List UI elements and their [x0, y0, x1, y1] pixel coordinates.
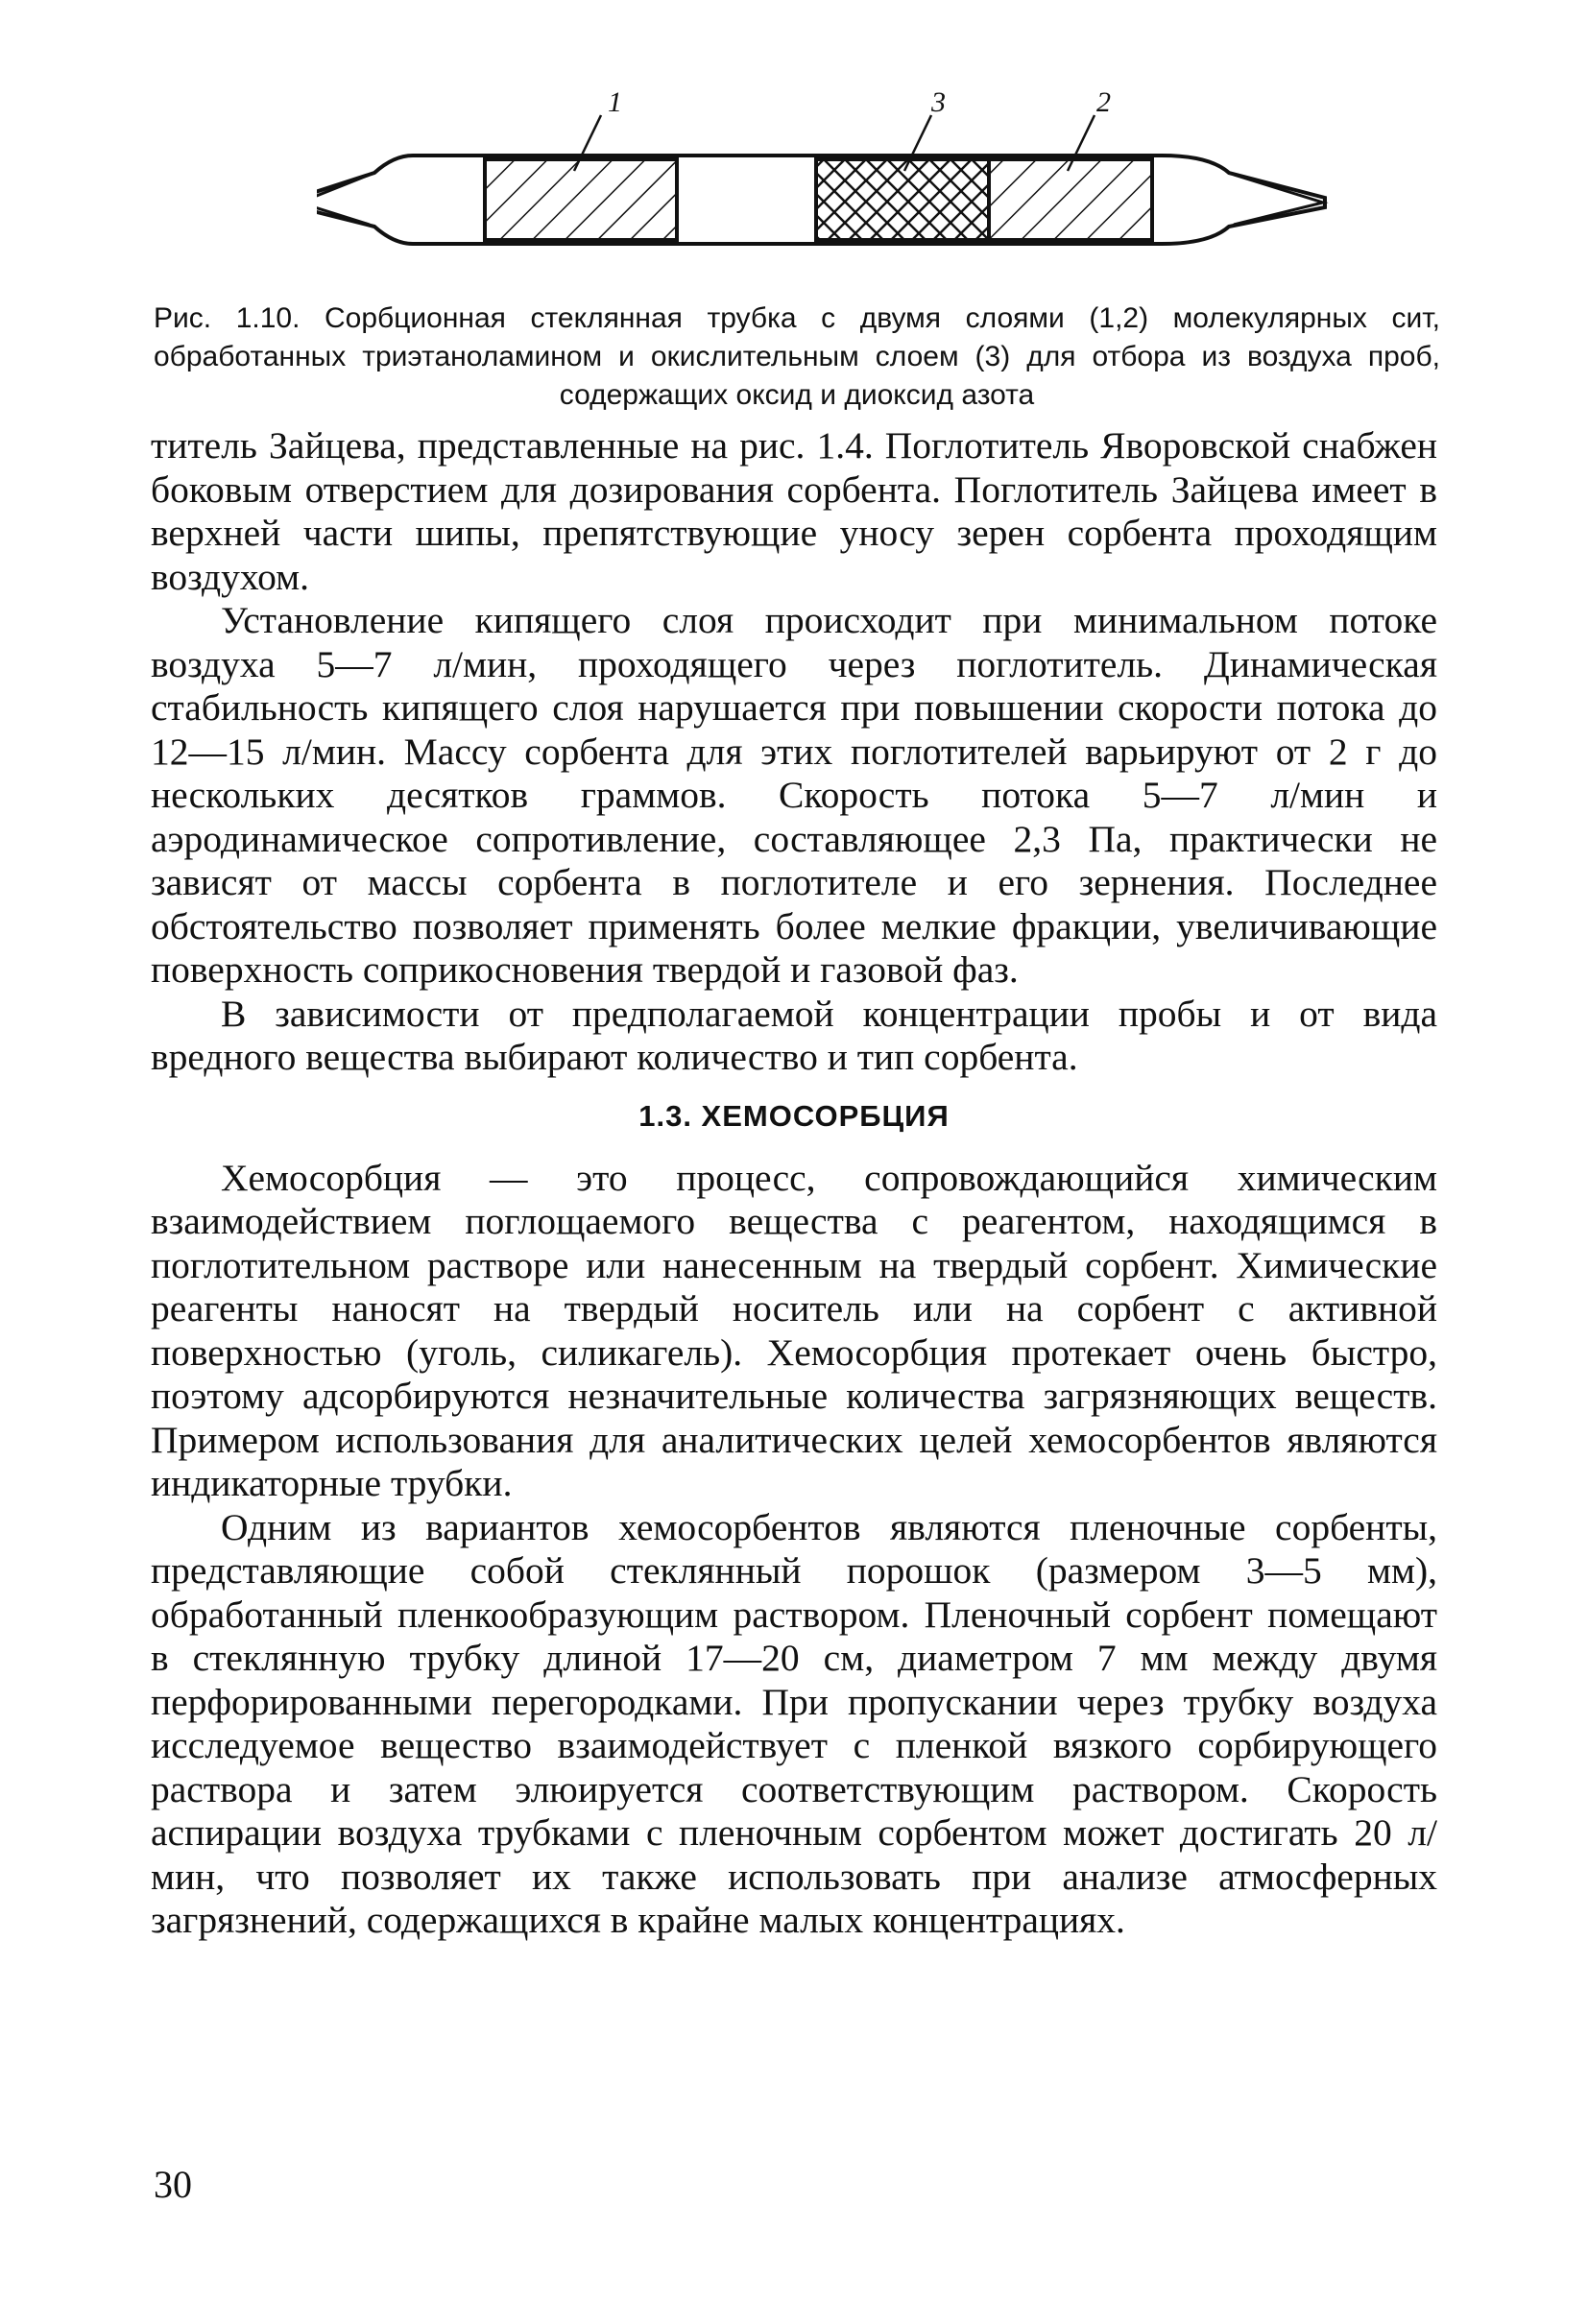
figure-label-3: 3 [931, 86, 946, 118]
sorbent-layer-1 [485, 159, 677, 240]
oxidizing-layer-3 [816, 159, 989, 240]
sorption-tube-drawing [317, 96, 1354, 288]
sorbent-layer-2 [989, 159, 1152, 240]
paragraph: титель Зайцева, представленные на рис. 1.4. Поглотитель Яворовской снабжен боковым отверстием для дозирования сорбента. Поглотитель Зайцева имеет в верхней части шипы, препятствующие уносу зерен сорбента проходящим воздухом. [151, 424, 1437, 598]
figure-caption: Рис. 1.10. Сорбционная стеклянная трубка с двумя слоями (1,2) молекулярных сит, обработанных триэтаноламином и окислительным слоем (3) для отбора из воздуха проб, содержащих оксид и диоксид азота [154, 302, 1440, 411]
paragraph: Хемосорбция — это процесс, сопровождающийся химическим взаимодействием поглощаемого вещества с реагентом, находящимся в поглотительном растворе или нанесенным на твердый сорбент. Химические реагенты наносят на твердый носитель или на сорбент с активной поверхностью (уголь, силикагель). Хемосорбция протекает очень быстро, поэтому адсорбируются незначительные количества загрязняющих веществ. Примером использования для аналитических целей хемосорбентов являются индикаторные трубки. [151, 1156, 1437, 1504]
body-text [151, 424, 1437, 1943]
sorption-tube-figure [317, 86, 1354, 288]
paragraph: В зависимости от предполагаемой концентрации пробы и от вида вредного вещества выбирают количество и тип сорбента. [151, 992, 1437, 1078]
figure-label-1: 1 [608, 86, 622, 118]
section-heading: 1.3. ХЕМОСОРБЦИЯ [638, 1098, 950, 1133]
page-number: 30 [154, 2163, 192, 2206]
figure-label-2: 2 [1096, 86, 1111, 118]
paragraph: Установление кипящего слоя происходит при минимальном потоке воздуха 5—7 л/мин, проходящего через поглотитель. Динамическая стабильность кипящего слоя нарушается при повышении скорости потока до 12—15 л/мин. Массу сорбента для этих поглотителей варьируют от 2 г до нескольких десятков граммов. Скорость потока 5—7 л/мин и аэродинамическое сопротивление, составляющее 2,3 Па, практически не зависят от массы сорбента в поглотителе и его зернения. Последнее обстоятельство позволяет применять более мелкие фракции, увеличивающие поверхность соприкосновения твердой и газовой фаз. [151, 599, 1437, 991]
paragraph: Одним из вариантов хемосорбентов являются пленочные сорбенты, представляющие собой стеклянный порошок (размером 3—5 мм), обработанный пленкообразующим раствором. Пленочный сорбент помещают в стеклянную трубку длиной 17—20 см, диаметром 7 мм между двумя перфорированными перегородками. При пропускании через трубку воздуха исследуемое вещество взаимодействует с пленкой вязкого сорбирующего раствора и затем элюируется соответствующим раствором. Скорость аспирации воздуха трубками с пленочным сорбентом может достигать 20 л/мин, что позволяет их также использовать при анализе атмосферных загрязнений, содержащихся в крайне малых концентрациях. [151, 1505, 1437, 1941]
